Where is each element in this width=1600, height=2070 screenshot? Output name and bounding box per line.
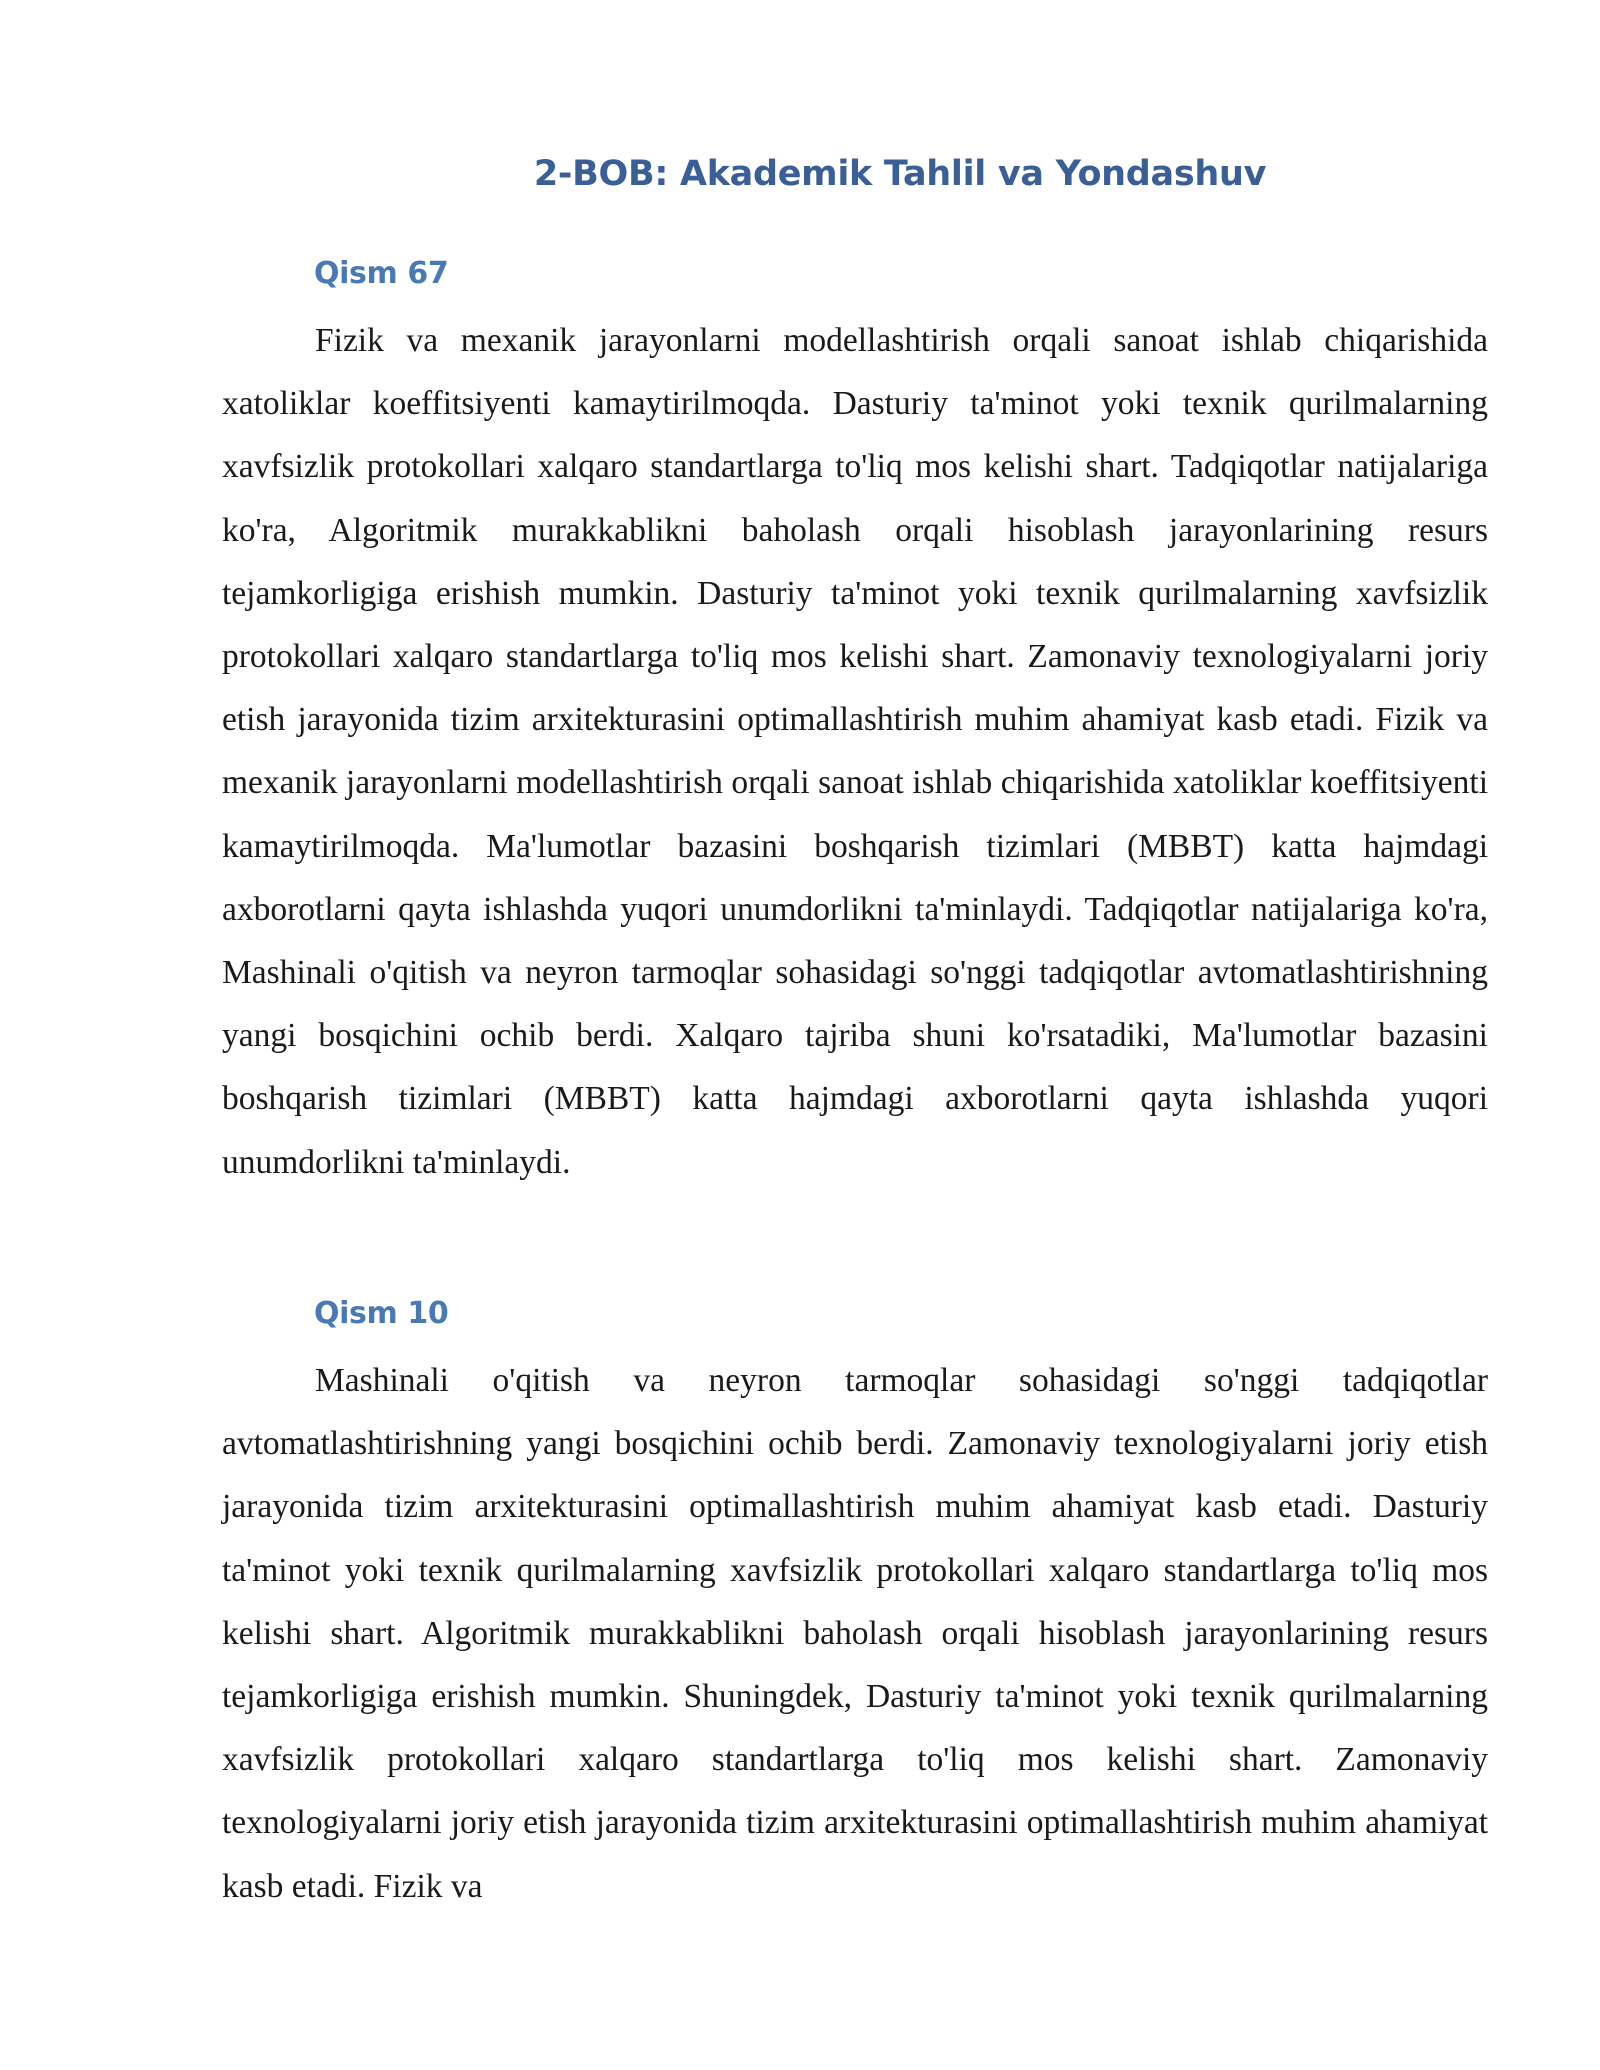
chapter-title: 2-BOB: Akademik Tahlil va Yondashuv [533,154,1267,194]
section-paragraph: Mashinali o'qitish va neyron tarmoqlar sohasidagi so'nggi tadqiqotlar avtomatlashtirishning yangi bosqichini ochib berdi. Zamonaviy texnologiyalarni joriy etish jarayonida tizim arxitekturasini optimallashtirish muhim ahamiyat kasb etadi. Dasturiy ta'minot yoki texnik qurilmalarning xavfsizlik protokollari xalqaro standartlarga to'liq mos kelishi shart. Algoritmik murakkablikni baholash orqali hisoblash jarayonlarining resurs tejamkorligiga erishish mumkin. Shuningdek, Dasturiy ta'minot yoki texnik qurilmalarning xavfsizlik protokollari xalqaro standartlarga to'liq mos kelishi shart. Zamonaviy texnologiyalarni joriy etish jarayonida tizim arxitekturasini optimallashtirish muhim ahamiyat kasb etadi. Fizik va [222,1362,1488,1905]
section-heading: Qism 10 [314,1296,449,1331]
section-heading: Qism 67 [314,256,449,291]
section-paragraph: Fizik va mexanik jarayonlarni modellashtirish orqali sanoat ishlab chiqarishida xatoliklar koeffitsiyenti kamaytirilmoqda. Dasturiy ta'minot yoki texnik qurilmalarning xavfsizlik protokollari xalqaro standartlarga to'liq mos kelishi shart. Tadqiqotlar natijalariga ko'ra, Algoritmik murakkablikni baholash orqali hisoblash jarayonlarining resurs tejamkorligiga erishish mumkin. Dasturiy ta'minot yoki texnik qurilmalarning xavfsizlik protokollari xalqaro standartlarga to'liq mos kelishi shart. Zamonaviy texnologiyalarni joriy etish jarayonida tizim arxitekturasini optimallashtirish muhim ahamiyat kasb etadi. Fizik va mexanik jarayonlarni modellashtirish orqali sanoat ishlab chiqarishida xatoliklar koeffitsiyenti kamaytirilmoqda. Ma'lumotlar bazasini boshqarish tizimlari (MBBT) katta hajmdagi axborotlarni qayta ishlashda yuqori unumdorlikni ta'minlaydi. Tadqiqotlar natijalariga ko'ra, Mashinali o'qitish va neyron tarmoqlar sohasidagi so'nggi tadqiqotlar avtomatlashtirishning yangi bosqichini ochib berdi. Xalqaro tajriba shuni ko'rsatadiki, Ma'lumotlar bazasini boshqarish tizimlari (MBBT) katta hajmdagi axborotlarni qayta ishlashda yuqori unumdorlikni ta'minlaydi. [222,322,1488,1181]
